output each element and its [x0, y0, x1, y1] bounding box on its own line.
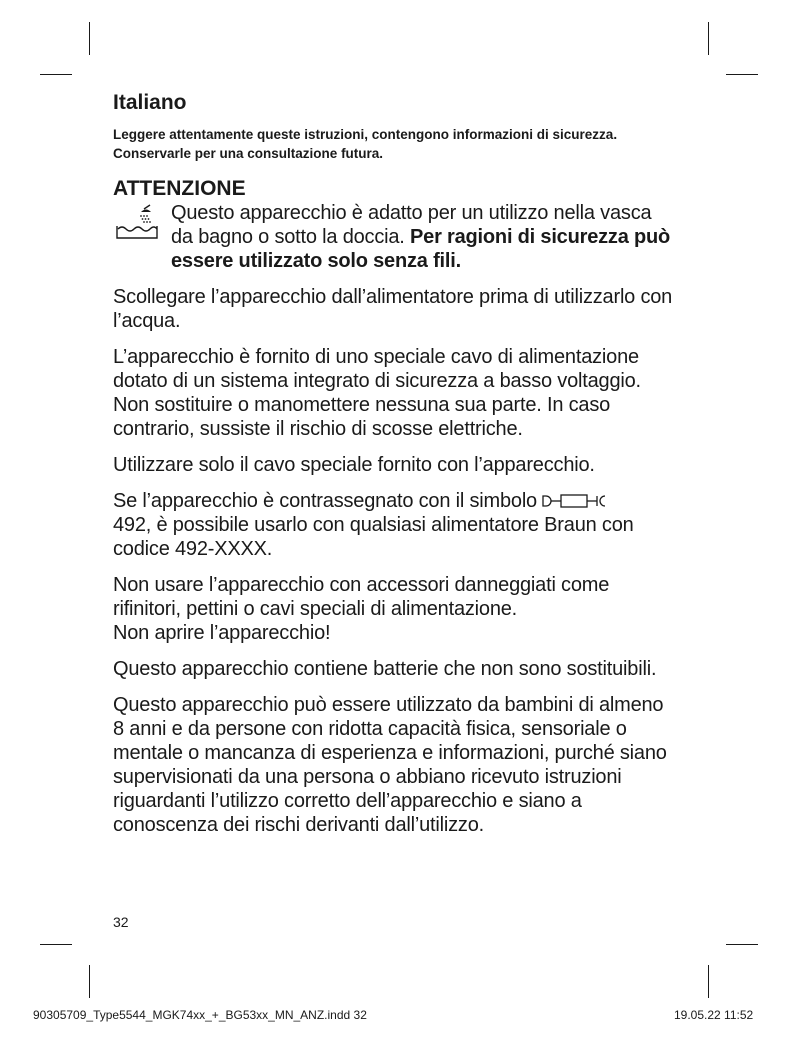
paragraph: Scollegare l’apparecchio dall’alimentatore prima di utilizzarlo con l’acqua. [113, 286, 673, 332]
warning-heading: ATTENZIONE [113, 177, 246, 200]
paragraph-text: 492, è possibile usarlo con qualsiasi alimentatore Braun con codice 492-XXXX. [113, 514, 634, 560]
intro-line: Leggere attentamente queste istruzioni, contengono informazioni di sicurezza. [113, 127, 618, 142]
paragraph: Questo apparecchio può essere utilizzato da bambini di almeno 8 anni e da persone con ridotta capacità fisica, sensoriale o mentale o mancanza di esperienza e informazioni, purché siano supervisionati da una persona o abbiano ricevuto istruzioni riguardanti l’utilizzo corretto dell’apparecchio e siano a conoscenza dei rischi derivanti dall’utilizzo. [113, 694, 667, 836]
page-content [113, 90, 673, 837]
footer-filename: 90305709_Type5544_MGK74xx_+_BG53xx_MN_ANZ.indd 32 [33, 1008, 367, 1022]
paragraph: Questo apparecchio contiene batterie che non sono sostituibili. [113, 658, 657, 680]
paragraph-text: Non aprire l’apparecchio! [113, 622, 331, 644]
crop-mark [40, 944, 72, 945]
intro-line: Conservarle per una consultazione futura. [113, 146, 384, 161]
warning-block [113, 201, 673, 273]
crop-mark [726, 74, 758, 75]
paragraph [113, 489, 673, 561]
crop-mark [89, 22, 90, 55]
warning-text [171, 201, 673, 273]
crop-mark [708, 965, 709, 998]
paragraph-text: Se l’apparecchio è contrassegnato con il simbolo [113, 490, 537, 512]
crop-mark [726, 944, 758, 945]
paragraph: L’apparecchio è fornito di uno speciale cavo di alimentazione dotato di un sistema integrato di sicurezza a basso voltaggio. Non sostituire o manomettere nessuna sua parte. In caso contrario, sussiste il rischio di scosse elettriche. [113, 346, 641, 440]
crop-mark [40, 74, 72, 75]
power-supply-symbol-icon [541, 493, 619, 509]
page-title: Italiano [113, 91, 187, 114]
intro-text [113, 125, 673, 163]
paragraph [113, 573, 673, 645]
warning-text-bold: Per ragioni di sicurezza può essere utilizzato solo senza fili. [171, 226, 671, 272]
footer-date: 19.05.22 11:52 [674, 1008, 754, 1022]
paragraph: Utilizzare solo il cavo speciale fornito con l’apparecchio. [113, 454, 595, 476]
bathtub-shower-icon [114, 203, 160, 241]
page-number: 32 [113, 914, 129, 930]
crop-mark [89, 965, 90, 998]
paragraph-text: Non usare l’apparecchio con accessori danneggiati come rifinitori, pettini o cavi speciali di alimentazione. [113, 574, 610, 620]
crop-mark [708, 22, 709, 55]
warning-text-normal: Questo apparecchio è adatto per un utilizzo nella vasca da bagno o sotto la doccia. [171, 202, 652, 248]
